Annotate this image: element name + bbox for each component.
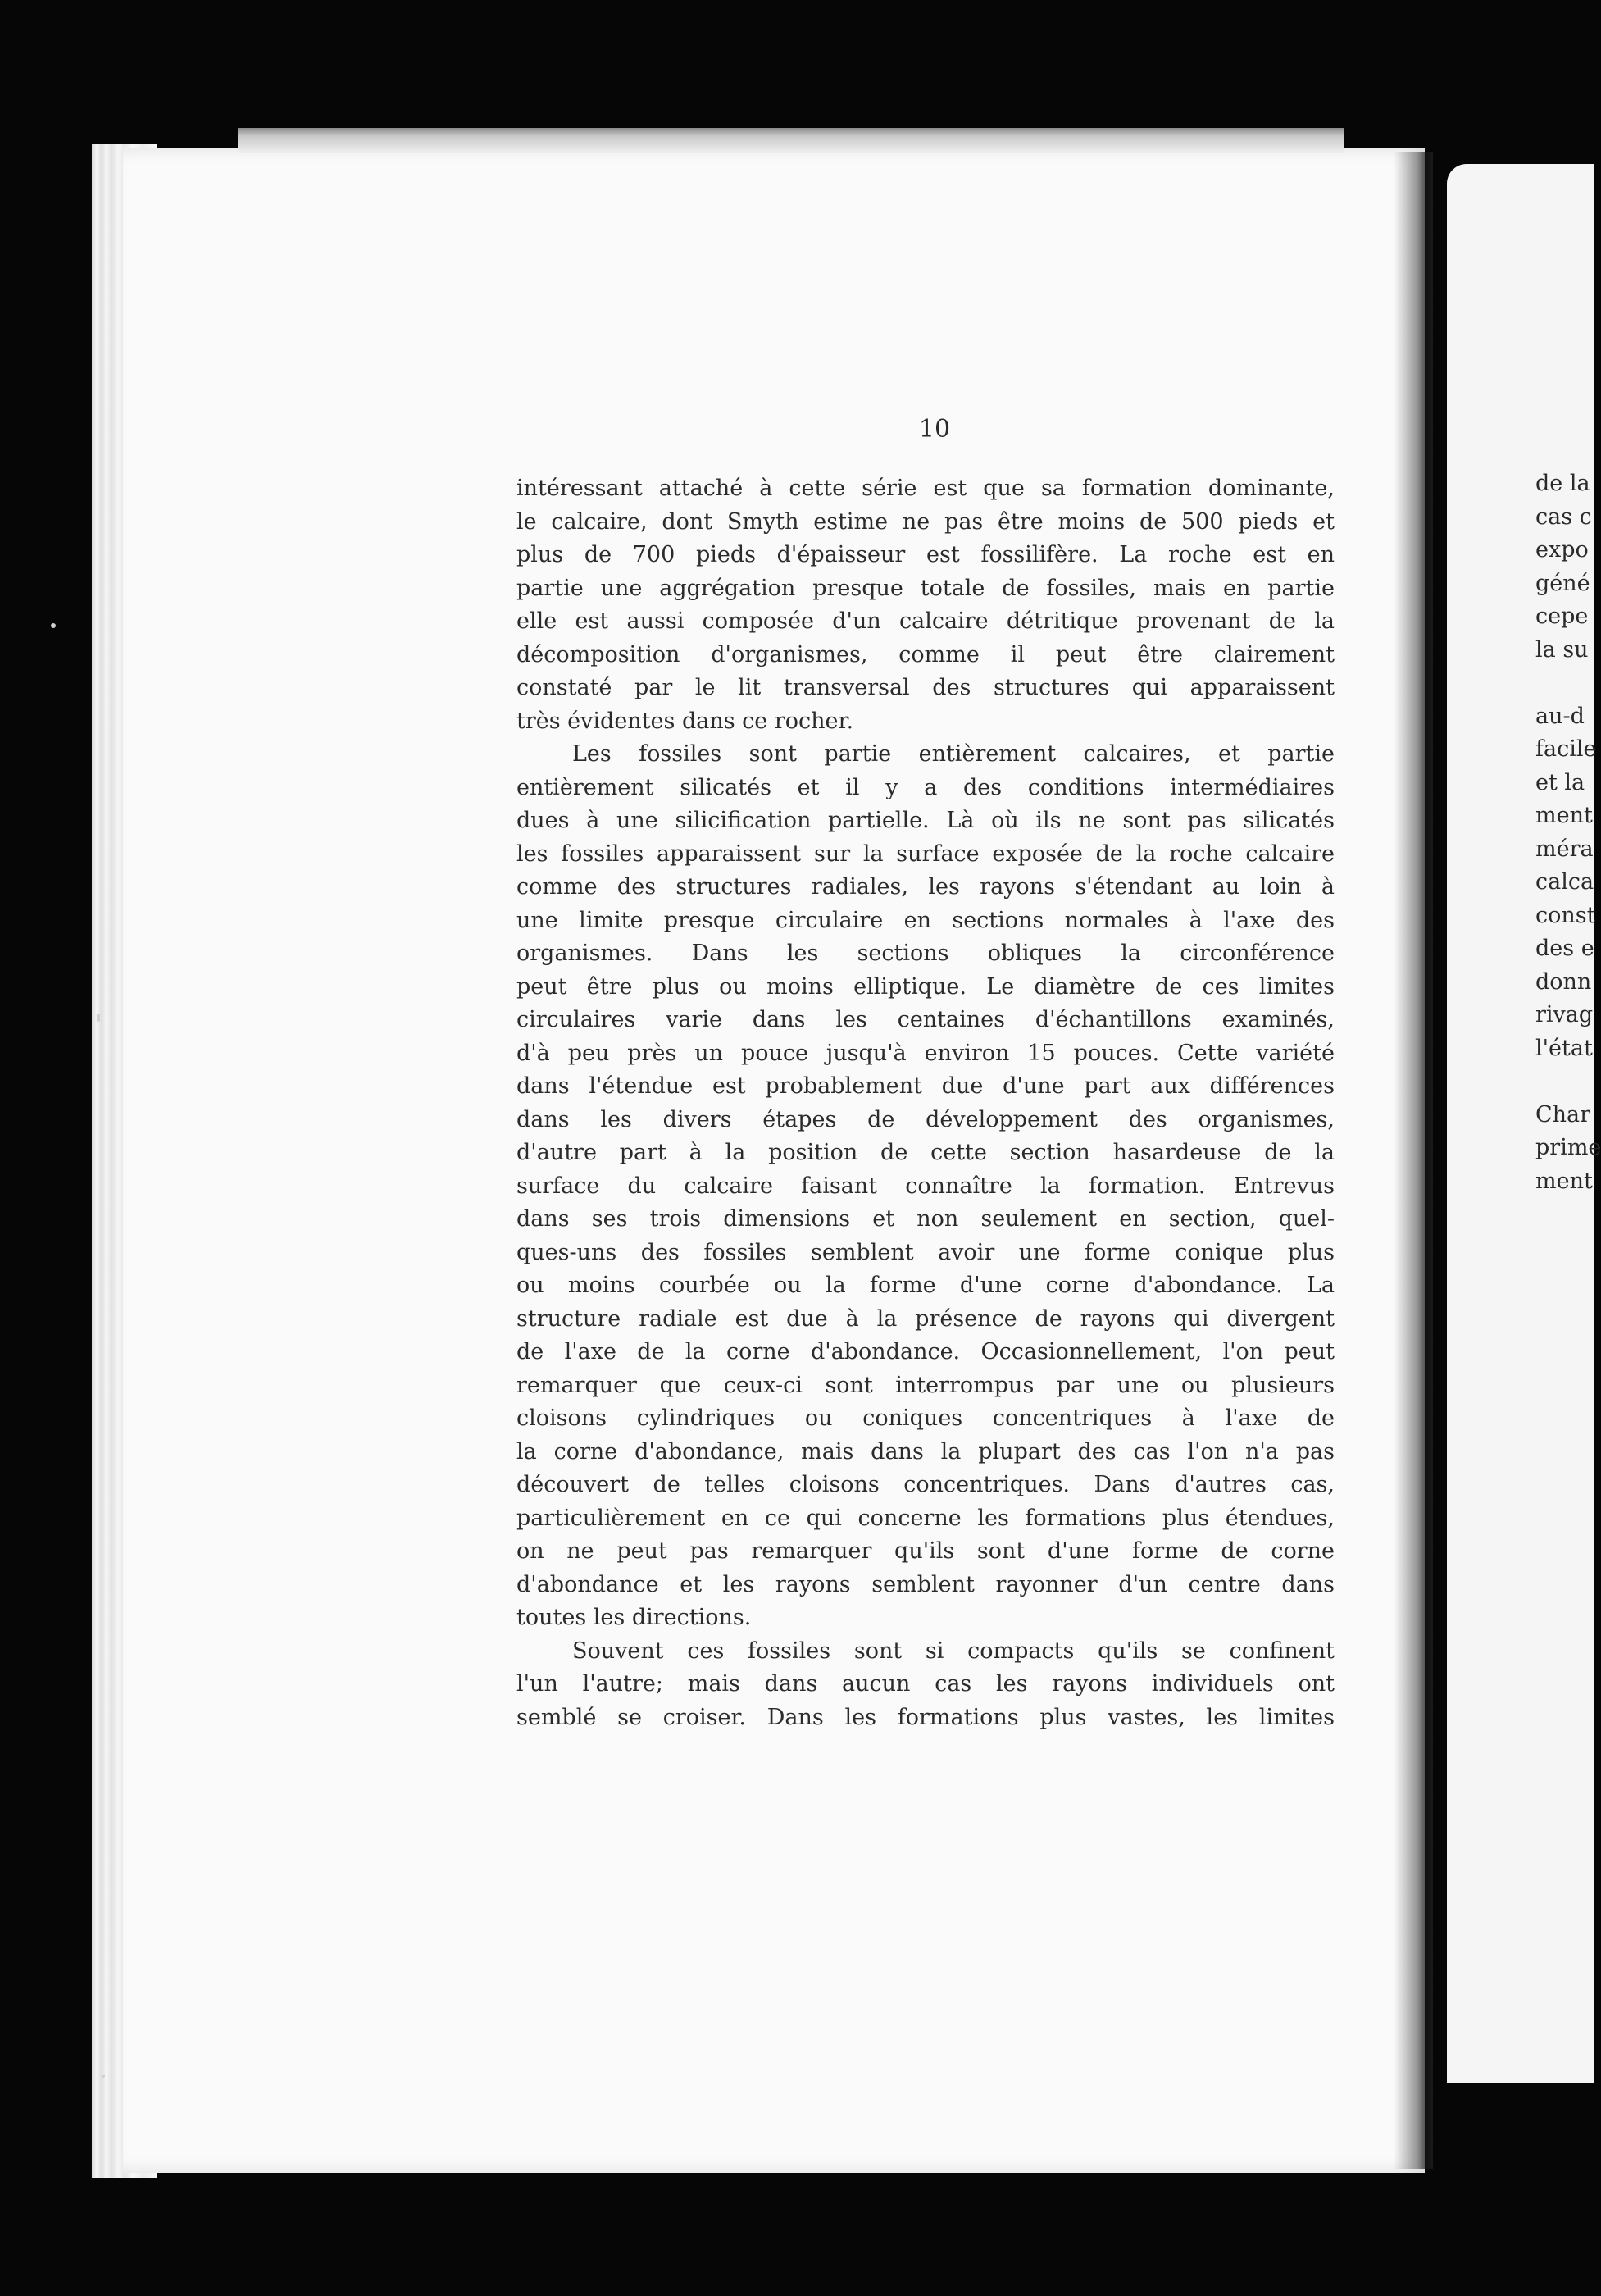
facing-text-line: expo bbox=[1535, 537, 1589, 563]
text-line: comme des structures radiales, les rayons s'étendant au loin à bbox=[516, 874, 1335, 900]
text-line: l'un l'autre; mais dans aucun cas les rayons individuels ont bbox=[516, 1671, 1335, 1697]
text-line: structure radiale est due à la présence de rayons qui divergent bbox=[516, 1305, 1335, 1332]
dust-speck bbox=[102, 2075, 105, 2078]
text-line: une limite presque circulaire en sections normales à l'axe des bbox=[516, 907, 1335, 933]
facing-text-line: prime bbox=[1535, 1135, 1601, 1160]
text-line: de l'axe de la corne d'abondance. Occasionnellement, l'on peut bbox=[516, 1339, 1335, 1364]
facing-text-line: des e bbox=[1535, 936, 1594, 961]
text-line: semblé se croiser. Dans les formations plus vastes, les limites bbox=[516, 1704, 1335, 1730]
facing-text-line: cepe bbox=[1535, 604, 1589, 629]
facing-text-line: méra bbox=[1535, 836, 1594, 862]
facing-text-line: const bbox=[1535, 902, 1596, 928]
facing-text-line: géné bbox=[1535, 570, 1590, 596]
text-line: entièrement silicatés et il y a des conditions intermédiaires bbox=[516, 774, 1335, 800]
facing-text-line: au-d bbox=[1535, 703, 1585, 729]
text-line: d'abondance et les rayons semblent rayonner d'un centre dans bbox=[516, 1571, 1335, 1597]
text-line: peut être plus ou moins elliptique. Le diamètre de ces limites bbox=[516, 973, 1335, 1000]
text-line: ques-uns des fossiles semblent avoir une forme conique plus bbox=[516, 1239, 1335, 1265]
text-line: d'à peu près un pouce jusqu'à environ 15 pouces. Cette variété bbox=[516, 1040, 1335, 1066]
facing-text-line: l'état bbox=[1535, 1035, 1593, 1061]
facing-text-line bbox=[1535, 1065, 1594, 1099]
text-line: découvert de telles cloisons concentriques. Dans d'autres cas, bbox=[516, 1472, 1335, 1497]
text-line: dans l'étendue est probablement due d'une part aux différences bbox=[516, 1073, 1335, 1099]
text-line: toutes les directions. bbox=[516, 1605, 752, 1630]
text-line: Souvent ces fossiles sont si compacts qu'ils se confinent bbox=[572, 1638, 1335, 1664]
facing-text-line: facile bbox=[1535, 736, 1597, 762]
text-line: constaté par le lit transversal des structures qui apparaissent bbox=[516, 675, 1335, 700]
page-top-edge bbox=[238, 128, 1344, 153]
facing-text-line: la su bbox=[1535, 636, 1589, 663]
text-line: d'autre part à la position de cette section hasardeuse de la bbox=[516, 1140, 1335, 1165]
facing-text-line: de la bbox=[1535, 471, 1590, 496]
text-line: dues à une silicification partielle. Là où ils ne sont pas silicatés bbox=[516, 808, 1335, 833]
text-line: particulièrement en ce qui concerne les formations plus étendues, bbox=[516, 1505, 1335, 1531]
text-line: cloisons cylindriques ou coniques concentriques à l'axe de bbox=[516, 1405, 1335, 1431]
text-line: circulaires varie dans les centaines d'échantillons examinés, bbox=[516, 1007, 1335, 1032]
text-line: plus de 700 pieds d'épaisseur est fossilifère. La roche est en bbox=[516, 542, 1335, 567]
dust-speck bbox=[97, 1014, 100, 1022]
text-line: très évidentes dans ce rocher. bbox=[516, 708, 854, 734]
facing-text-line: ment bbox=[1535, 1168, 1593, 1194]
facing-text-line bbox=[1535, 667, 1594, 700]
text-line: on ne peut pas remarquer qu'ils sont d'une forme de corne bbox=[516, 1538, 1335, 1564]
text-line: dans ses trois dimensions et non seulement en section, quel- bbox=[516, 1206, 1335, 1232]
text-line: remarquer que ceux-ci sont interrompus par une ou plusieurs bbox=[516, 1372, 1335, 1398]
text-line: organismes. Dans les sections obliques la circonférence bbox=[516, 941, 1335, 966]
text-line: intéressant attaché à cette série est que sa formation dominante, bbox=[516, 476, 1335, 501]
text-line: dans les divers étapes de développement des organismes, bbox=[516, 1106, 1335, 1132]
facing-text-line: cas c bbox=[1535, 503, 1592, 530]
page-number: 10 bbox=[918, 415, 951, 444]
text-line: Les fossiles sont partie entièrement calcaires, et partie bbox=[572, 741, 1335, 767]
facing-text-line: rivag bbox=[1535, 1002, 1594, 1027]
text-line: les fossiles apparaissent sur la surface exposée de la roche calcaire bbox=[516, 840, 1335, 867]
text-line: le calcaire, dont Smyth estime ne pas être moins de 500 pieds et bbox=[516, 508, 1335, 535]
facing-page-text bbox=[1535, 467, 1601, 1198]
facing-text-line: donn bbox=[1535, 968, 1592, 995]
gutter-shadow bbox=[1394, 152, 1433, 2169]
page-body-text bbox=[516, 472, 1335, 1734]
facing-text-line: Char bbox=[1535, 1101, 1591, 1128]
facing-text-line: ment bbox=[1535, 803, 1593, 828]
text-line: la corne d'abondance, mais dans la plupart des cas l'on n'a pas bbox=[516, 1438, 1335, 1465]
facing-text-line: calca bbox=[1535, 869, 1594, 895]
text-line: elle est aussi composée d'un calcaire détritique provenant de la bbox=[516, 608, 1335, 634]
text-line: décomposition d'organismes, comme il peut être clairement bbox=[516, 641, 1335, 667]
facing-text-line: et la bbox=[1535, 769, 1585, 795]
text-line: surface du calcaire faisant connaître la formation. Entrevus bbox=[516, 1173, 1335, 1199]
text-line: partie une aggrégation presque totale de fossiles, mais en partie bbox=[516, 575, 1335, 601]
text-line: ou moins courbée ou la forme d'une corne d'abondance. La bbox=[516, 1273, 1335, 1298]
dust-speck bbox=[51, 623, 56, 628]
